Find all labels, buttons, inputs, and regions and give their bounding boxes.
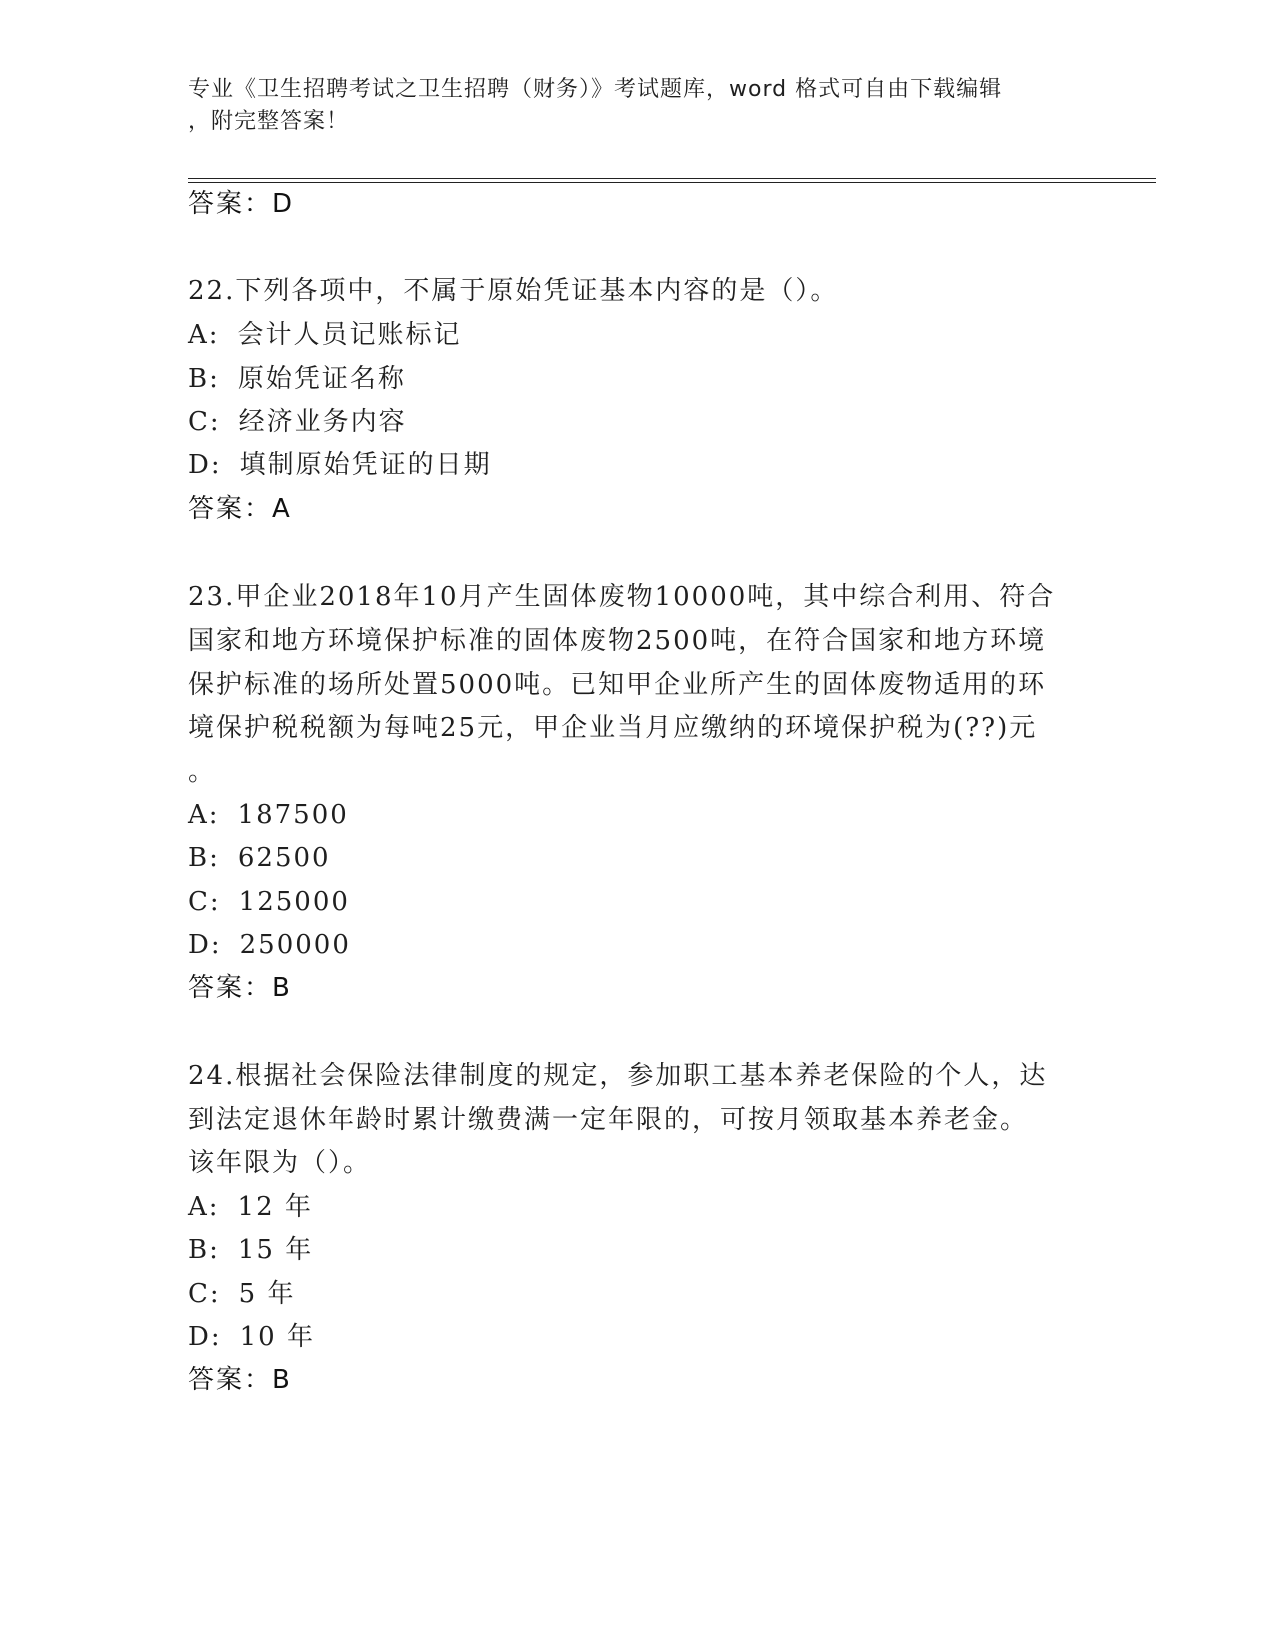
option-text: 250000 xyxy=(239,930,351,960)
option-c xyxy=(188,405,407,439)
option-d xyxy=(188,1320,315,1354)
answer-line: 答案：B xyxy=(188,1365,292,1395)
header-line-1: 专业《卫生招聘考试之卫生招聘（财务）》考试题库，word 格式可自由下载编辑 xyxy=(188,77,1003,102)
option-c xyxy=(188,885,350,919)
option-label: D: xyxy=(188,450,222,480)
answer-line: 答案：B xyxy=(188,973,292,1003)
option-label: A: xyxy=(188,320,220,350)
option-label: A: xyxy=(188,800,220,830)
option-d xyxy=(188,448,492,482)
option-text: 10 年 xyxy=(239,1322,315,1352)
question-stem-line: 。 xyxy=(188,757,217,787)
option-text: 经济业务内容 xyxy=(238,407,407,437)
question-stem-line: 23.甲企业2018年10月产生固体废物10000吨，其中综合利用、符合 xyxy=(188,582,1056,612)
option-a xyxy=(188,318,462,352)
option-b xyxy=(188,841,331,875)
option-b xyxy=(188,362,406,396)
option-text: 62500 xyxy=(237,843,331,873)
option-label: B: xyxy=(188,364,220,394)
option-label: D: xyxy=(188,930,222,960)
question-stem-line: 国家和地方环境保护标准的固体废物2500吨，在符合国家和地方环境 xyxy=(188,626,1047,656)
question-stem-line: 境保护税税额为每吨25元，甲企业当月应缴纳的环境保护税为(??)元 xyxy=(188,713,1038,743)
option-label: C: xyxy=(188,1279,221,1309)
option-a xyxy=(188,1190,313,1224)
option-label: B: xyxy=(188,1235,220,1265)
option-label: B: xyxy=(188,843,220,873)
header-line-2: ，附完整答案！ xyxy=(188,109,350,134)
option-label: D: xyxy=(188,1322,222,1352)
option-text: 12 年 xyxy=(237,1192,313,1222)
option-text: 原始凭证名称 xyxy=(237,364,406,394)
option-text: 5 年 xyxy=(238,1279,296,1309)
option-label: A: xyxy=(188,1192,220,1222)
option-label: C: xyxy=(188,407,221,437)
document-header xyxy=(188,74,1068,138)
question-stem-line: 到法定退休年龄时累计缴费满一定年限的，可按月领取基本养老金。 xyxy=(188,1105,1029,1135)
option-text: 187500 xyxy=(237,800,349,830)
option-d xyxy=(188,928,351,962)
option-c xyxy=(188,1277,295,1311)
option-label: C: xyxy=(188,887,221,917)
answer-line: 答案：A xyxy=(188,494,292,524)
question-stem-line: 该年限为（）。 xyxy=(188,1148,372,1178)
previous-answer: 答案：D xyxy=(188,189,295,219)
option-text: 15 年 xyxy=(237,1235,314,1265)
option-text: 会计人员记账标记 xyxy=(237,320,462,350)
question-stem-line: 保护标准的场所处置5000吨。已知甲企业所产生的固体废物适用的环 xyxy=(188,670,1047,700)
header-divider xyxy=(188,178,1156,183)
question-stem-line: 24.根据社会保险法律制度的规定，参加职工基本养老保险的个人，达 xyxy=(188,1061,1048,1091)
option-b xyxy=(188,1233,313,1267)
option-text: 125000 xyxy=(238,887,350,917)
option-text: 填制原始凭证的日期 xyxy=(239,450,492,480)
question-stem-line: 22.下列各项中，不属于原始凭证基本内容的是（）。 xyxy=(188,276,839,306)
option-a xyxy=(188,798,349,832)
